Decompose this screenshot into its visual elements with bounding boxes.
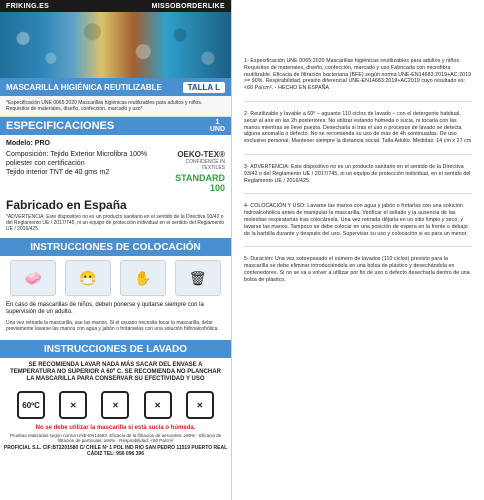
- spec-note: *Especificación UNE 0065:2020 Mascarillas higiénicas reutilizables para adultos y niños. Requisitos de materiales, diseño, confección, marcado y uso*: [0, 96, 231, 117]
- child-supervision-note: En caso de mascarillas de niños, deben ponerse y quitarse siempre con la supervisión de un adulto.: [6, 302, 204, 315]
- wash-60-icon: 60ºC: [17, 391, 45, 419]
- oeko-subtitle: CONFIDENCE IN TEXTILES: [185, 159, 225, 171]
- usage-paragraph: 4- COLOCACIÓN Y USO: Lavarse las manos con agua y jabón o frotarlas con una solución hidroalcohólica antes de manipular la mascarilla. Verificar el sellado y la ausencia de las molestias respiratorias tras colocársela. Una vez retirada déjarla en un sitio limpio y seco, y lavarse las manos. Tampoco se debe colocar en una posición de espera en la frente o debajo de la barbilla durante y después del uso. Supervisar su uso y colocación si es para un menor.: [244, 203, 468, 237]
- duration-paragraph: 5- Duración: Una vez sobrepasado el número de lavados (110 ciclos) previsto para la mascarilla se debe eliminar introduciéndola en una bolsa de plástico y desechándola en contenedores. Si no se va a volver a utilizar por fin de uso o defecto desecharla dentro de una bolsa de plástico.: [244, 256, 470, 283]
- product-description: [232, 0, 484, 500]
- unit-count-number: 1: [215, 119, 220, 126]
- placement-step-1-icon: 🧼: [10, 260, 56, 296]
- brand-left: FRIKING.ES: [6, 2, 50, 10]
- spec-grid: [6, 150, 225, 193]
- placement-instructions-banner: INSTRUCCIONES DE COLOCACIÓN: [0, 238, 231, 256]
- placement-step-3-icon: ✋: [120, 260, 166, 296]
- oeko-standard: STANDARD 100: [175, 173, 225, 193]
- product-title: MASCARILLA HIGIÉNICA REUTILIZABLE: [6, 82, 162, 92]
- care-icons: [0, 387, 231, 423]
- spec-banner: [0, 117, 231, 135]
- no-tumble-dry-icon: ✕: [186, 391, 214, 419]
- model-line: Modelo: PRO: [6, 140, 50, 147]
- pattern-collage: [0, 12, 231, 78]
- product-label: [0, 0, 232, 500]
- warning-note: *ADVERTENCIA: Este dispositivo no es un producto sanitario en el sentido de la Directiva 93/42 o del Reglamento UE / 2017/745, ni un equipo de protección individual en el sentido del Reglamento UE / 2016/425.: [6, 214, 225, 232]
- spec-paragraph: 1- Especificación UNE 0065:2020 Mascarillas higiénicas reutilizables para adultos y niños. Requisitos de materiales, diseño, confección, marcado y uso Fabricada con microfibra reutilizable. Eficacia de filtración bacteriana (BFE) según norma UNE-EN14683:2019+AC:2019 >= 90%. Respirabilidad, presión diferencial UNE-EN14683:2019+AC2019 cuyo resultado es: <60 Pa/cm². - HECHO EN ESPAÑA: [244, 58, 472, 92]
- washing-paragraph: 2- Reutilizable y lavable a 60º – aguante 110 ciclos de lavado – con el detergente habitual, secar al aire en las 2h posteriores. No utilizar estando húmeda o sucia, ni tocarla con las manos mientras se lleve puesta. Desecharla si tras el uso o procesos de lavado se detecta alguna anomalía o defecto. No se recomienda su uso de más de 4h continuadas. De uso exclusivo personal. Mantener siempre la distancia social. Talla Adulto. Medidas: 14 cm x 27 cm: [244, 110, 472, 145]
- divider: [244, 246, 472, 247]
- divider: [244, 101, 472, 102]
- washing-instructions-banner: INSTRUCCIONES DE LAVADO: [0, 340, 231, 358]
- placement-pictograms: [0, 256, 231, 300]
- spec-body: [0, 135, 231, 234]
- interior-line: Tejido interior TNT de 40 gms m2: [6, 169, 110, 176]
- product-title-strip: [0, 78, 231, 96]
- washing-instructions-text: SE RECOMIENDA LAVAR NADA MÁS SACAR DEL ENVASE A TEMPERATURA NO SUPERIOR A 60º C. SE RECOMIENDA NO PLANCHAR LA MASCARILLA PARA CONSERVAR SU EFECTIVIDAD Y USO: [10, 362, 221, 382]
- no-iron-icon: ✕: [101, 391, 129, 419]
- unit-count-label: UND: [209, 126, 225, 133]
- company-info: PROFICIAL S.L. CIF:B72201580 C/ CHILE Nº 1 POL IND RIO SAN PEDRO 11519 PUERTO REAL CÁDIZ TEL: 956 096 396: [3, 445, 228, 457]
- test-results: Pruebas realizadas según norma UNE-EN14683. Eficacia de la filtración de aerosoles: ≥90% · Eficacia de filtración de partículas: ≥94% · Respirabilidad: <60 Pa/cm²: [9, 433, 222, 443]
- composition-line: Composición: Tejido Exterior Microfibra 100% poliester con certificación: [6, 151, 148, 167]
- handling-note: Una vez retirada la mascarilla, use las manos. Si el usuario necesita tocar la mascarilla, debe previamente lavarse las manos con agua y jabón o frotárselas con una solución hidroalcohólica.: [6, 320, 219, 332]
- unit-count: [210, 119, 225, 133]
- no-bleach-icon: ✕: [59, 391, 87, 419]
- spec-banner-label: ESPECIFICACIONES: [6, 120, 115, 132]
- divider: [244, 193, 472, 194]
- oeko-title: OEKO-TEX®: [177, 150, 225, 159]
- placement-step-4-icon: 🗑: [175, 260, 221, 296]
- no-dry-clean-icon: ✕: [144, 391, 172, 419]
- warning-paragraph: 3- ADVERTENCIA: Este dispositivo no es un producto sanitario en el sentido de la Directiva 93/42 o del Reglamento UE / 2017/745, ni un equipo de protección individual, en el sentido del Reglamento UE / 2016/425.: [244, 163, 471, 184]
- placement-step-2-icon: 😷: [65, 260, 111, 296]
- size-badge: TALLA L: [183, 82, 225, 93]
- brand-bar: [0, 0, 231, 12]
- oeko-tex-badge: [174, 150, 225, 193]
- made-in-spain: Fabricado en España: [6, 198, 127, 212]
- divider: [244, 154, 472, 155]
- dirty-wet-warning: No se debe utilizar la mascarilla si está sucia o húmeda.: [35, 425, 196, 431]
- brand-right: MISSOBORDERLIKE: [151, 2, 225, 10]
